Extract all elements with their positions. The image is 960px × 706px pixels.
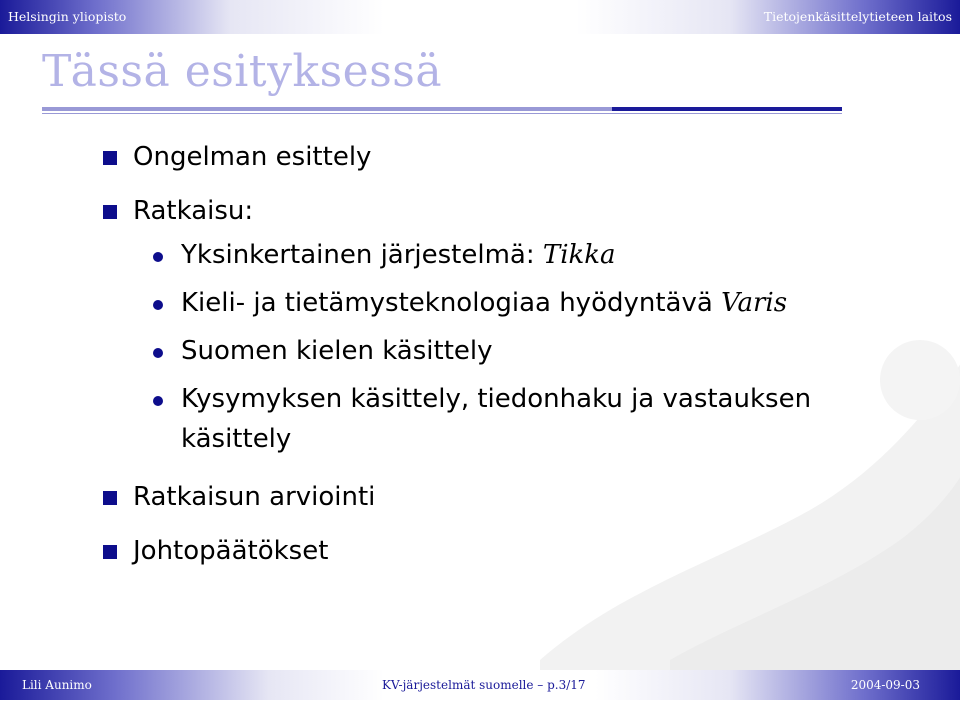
- sub-bullet-text: Yksinkertainen järjestelmä:: [181, 240, 535, 270]
- system-name-tikka: Tikka: [542, 240, 616, 270]
- sub-bullet-text: Suomen kielen käsittely: [181, 336, 493, 366]
- system-name-varis: Varis: [721, 288, 788, 318]
- bullet-item: [103, 194, 923, 228]
- sub-bullet-item: [103, 236, 923, 274]
- sub-bullet-item: [103, 380, 923, 460]
- header-university: Helsingin yliopisto: [8, 9, 127, 24]
- bullet-text: Johtopäätökset: [133, 536, 329, 566]
- bullet-item: [103, 140, 923, 174]
- bullet-item: [103, 480, 923, 514]
- sub-bullet-text: Kysymyksen käsittely, tiedonhaku ja vastauksen: [181, 384, 812, 414]
- sub-bullet-text-continued: käsittely: [181, 424, 292, 454]
- footer-talk-title: KV-järjestelmät suomelle – p.3/17: [382, 678, 586, 692]
- header-department: Tietojenkäsittelytieteen laitos: [763, 9, 952, 24]
- bullet-text: Ratkaisu:: [133, 196, 254, 226]
- bullet-text: Ongelman esittely: [133, 142, 372, 172]
- footer-author: Lili Aunimo: [22, 678, 92, 692]
- footer-bar: [0, 670, 960, 700]
- header-bar: [0, 0, 960, 34]
- sub-bullet-text: Kieli- ja tietämysteknologiaa hyödyntävä: [181, 288, 713, 318]
- bullet-text: Ratkaisun arviointi: [133, 482, 376, 512]
- footer-date: 2004-09-03: [850, 678, 920, 692]
- sub-bullet-item: [103, 284, 923, 322]
- slide-title: Tässä esityksessä: [42, 46, 443, 97]
- sub-bullet-item: [103, 332, 923, 370]
- bullet-list: [103, 140, 923, 588]
- bullet-item: [103, 534, 923, 568]
- sub-bullet-list: [103, 236, 923, 460]
